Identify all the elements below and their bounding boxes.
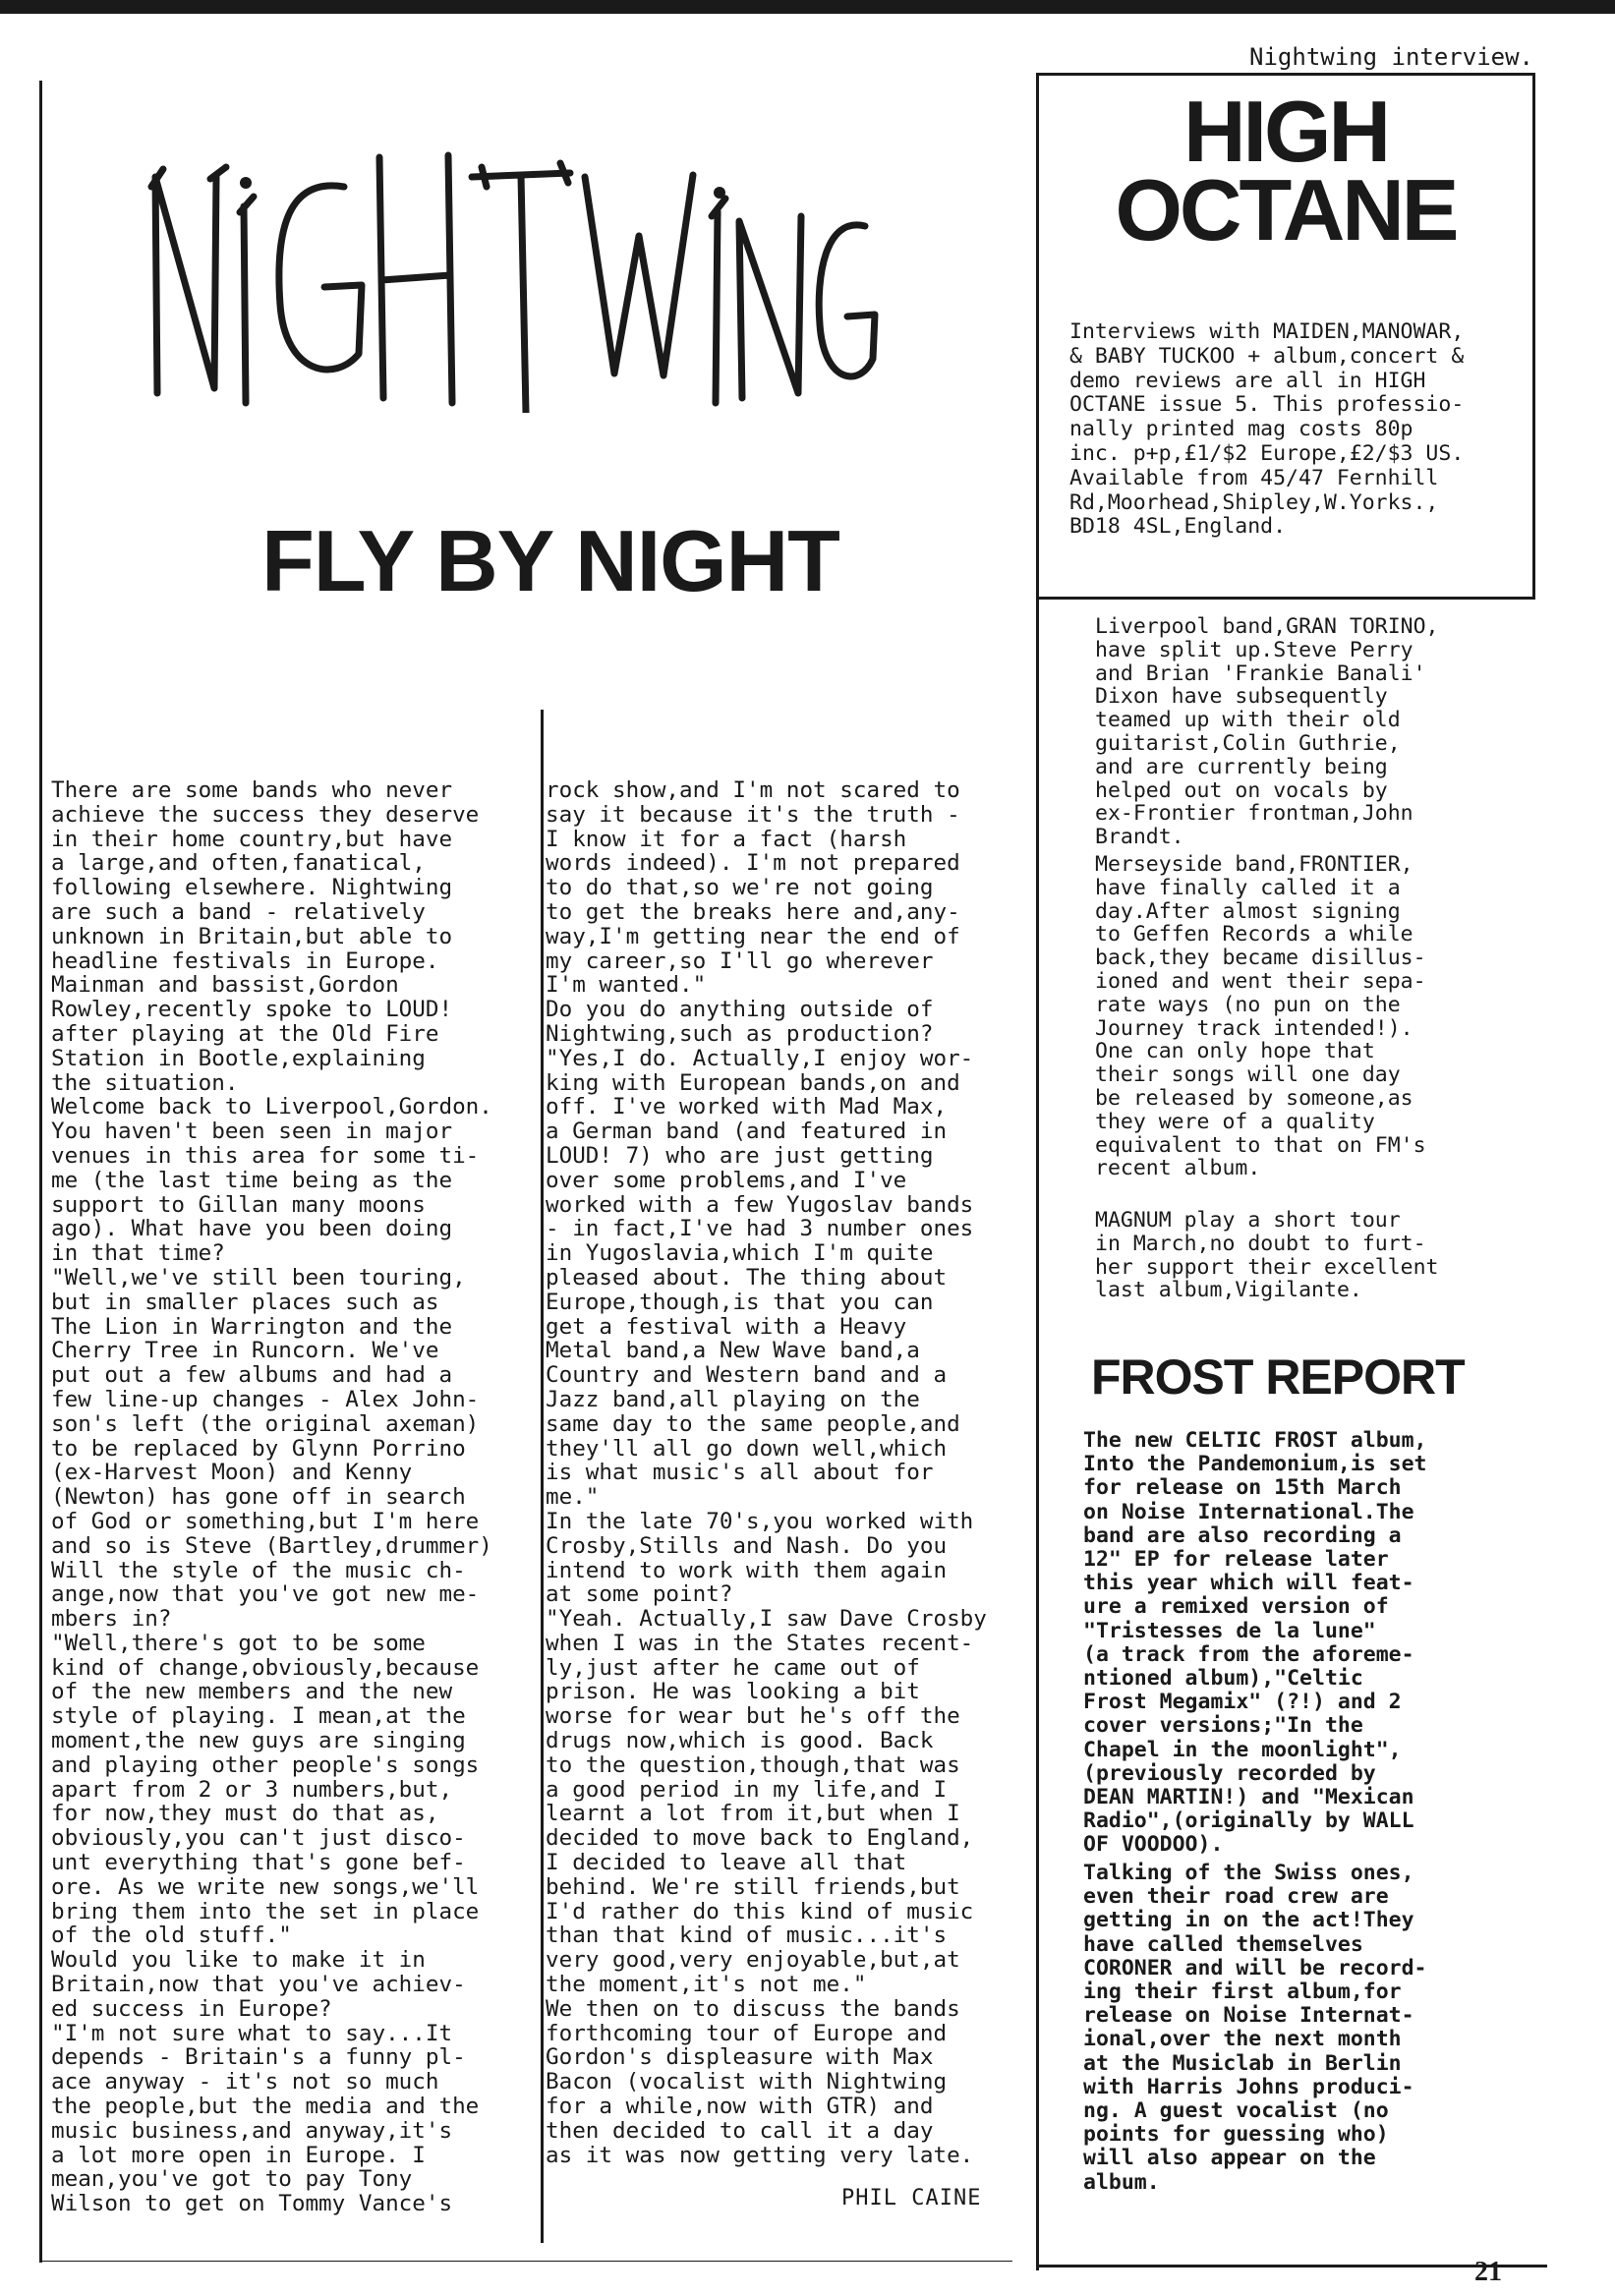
text-line: say it because it's the truth - [546, 801, 960, 828]
column-rule [541, 710, 544, 2243]
text-line: in Yugoslavia,which I'm quite [546, 1240, 934, 1267]
text-line: Do you do anything outside of [546, 997, 934, 1023]
text-line: Chapel in the moonlight", [1083, 1737, 1402, 1762]
text-line: they were of a quality [1095, 1109, 1375, 1134]
text-line: Would you like to make it in [51, 1947, 426, 1974]
text-line: few line-up changes - Alex John- [51, 1386, 480, 1412]
text-line: king with European bands,on and [546, 1069, 960, 1096]
high-octane-ad-text [1069, 320, 1464, 540]
text-line: the situation. [51, 1069, 239, 1096]
footer-rule [39, 2261, 1012, 2262]
top-rule [0, 0, 1615, 14]
text-line: behind. We're still friends,but [546, 1873, 960, 1900]
text-line: after playing at the Old Fire [51, 1020, 439, 1047]
text-line: this year which will feat- [1083, 1571, 1414, 1596]
text-line: Mainman and bassist,Gordon [51, 972, 399, 999]
text-line: guitarist,Colin Guthrie, [1095, 730, 1401, 756]
text-line: (a track from the aforeme- [1083, 1641, 1414, 1667]
text-line: Europe,though,is that you can [546, 1289, 934, 1315]
text-line: release on Noise Internat- [1083, 2003, 1414, 2029]
text-line: ly,just after he came out of [546, 1654, 920, 1681]
text-line: at the Musiclab in Berlin [1083, 2050, 1402, 2076]
text-line: her support their excellent [1095, 1254, 1439, 1280]
text-line: unknown in Britain,but able to [51, 923, 453, 949]
text-line: One can only hope that [1095, 1039, 1375, 1064]
text-line: I'd rather do this kind of music [546, 1898, 974, 1924]
text-line: their songs will one day [1095, 1062, 1401, 1088]
text-line: rock show,and I'm not scared to [546, 777, 960, 803]
text-line: CORONER and will be record- [1083, 1955, 1427, 1980]
text-line: moment,the new guys are singing [51, 1728, 466, 1754]
text-line: helped out on vocals by [1095, 777, 1388, 803]
text-line: get a festival with a Heavy [546, 1313, 907, 1340]
text-line: then decided to call it a day [546, 2117, 934, 2144]
text-line: a good period in my life,and I [546, 1776, 948, 1803]
text-line: to be replaced by Glynn Porrino [51, 1435, 466, 1462]
text-line: Liverpool band,GRAN TORINO, [1095, 614, 1439, 639]
news-item-gran-torino [1095, 615, 1439, 849]
text-line: The new CELTIC FROST album, [1083, 1428, 1427, 1453]
text-line: In the late 70's,you worked with [546, 1508, 974, 1534]
text-line: Into the Pandemonium,is set [1083, 1452, 1427, 1477]
text-line: off. I've worked with Mad Max, [546, 1094, 948, 1120]
text-line: mbers in? [51, 1606, 172, 1633]
text-line: Britain,now that you've achiev- [51, 1972, 466, 1998]
text-line: forthcoming tour of Europe and [546, 2020, 948, 2046]
text-line: Country and Western band and a [546, 1362, 948, 1389]
text-line: Rd,Moorhead,Shipley,W.Yorks., [1069, 489, 1439, 515]
text-line: a German band (and featured in [546, 1119, 948, 1145]
text-line: "Well,we've still been touring, [51, 1264, 466, 1291]
text-line: for release on 15th March [1083, 1475, 1402, 1501]
frost-report-paragraph-1 [1083, 1429, 1427, 1858]
frost-report-title: FROST REPORT [1091, 1349, 1465, 1405]
text-line: to get the breaks here and,any- [546, 898, 960, 925]
text-line: to the question,though,that was [546, 1751, 960, 1778]
text-line: I know it for a fact (harsh [546, 826, 907, 852]
text-line: for now,they must do that as, [51, 1801, 439, 1827]
text-line: ex-Frontier frontman,John [1095, 801, 1413, 827]
text-line: support to Gillan many moons [51, 1191, 426, 1218]
text-line: recent album. [1095, 1156, 1261, 1181]
text-line: Merseyside band,FRONTIER, [1095, 852, 1413, 877]
text-line: the moment,it's not me." [546, 1972, 867, 1998]
text-line: Interviews with MAIDEN,MANOWAR, [1069, 319, 1465, 344]
text-line: Journey track intended!). [1095, 1015, 1413, 1041]
text-line: - in fact,I've had 3 number ones [546, 1216, 974, 1242]
page-number: 21 [1474, 2257, 1502, 2287]
text-line: in March,no doubt to furt- [1095, 1231, 1426, 1256]
text-line: "I'm not sure what to say...It [51, 2020, 453, 2046]
text-line: a lot more open in Europe. I [51, 2142, 426, 2168]
text-line: style of playing. I mean,at the [51, 1703, 466, 1730]
text-line: son's left (the original axeman) [51, 1410, 480, 1437]
text-line: following elsewhere. Nightwing [51, 875, 453, 901]
article-column-1 [51, 778, 492, 2216]
left-margin-rule [39, 81, 42, 2263]
text-line: Gordon's displeasure with Max [546, 2044, 934, 2071]
text-line: Radio",(originally by WALL [1083, 1808, 1414, 1834]
text-line: Crosby,Stills and Nash. Do you [546, 1532, 948, 1559]
high-octane-ad-title [1036, 83, 1535, 258]
text-line: Wilson to get on Tommy Vance's [51, 2191, 453, 2217]
frost-report-paragraph-2 [1083, 1862, 1427, 2195]
text-line: worse for wear but he's off the [546, 1703, 960, 1730]
text-line: me." [546, 1484, 600, 1511]
text-line: equivalent to that on FM's [1095, 1132, 1426, 1158]
text-line: at some point? [546, 1581, 733, 1608]
text-line: learnt a lot from it,but when I [546, 1801, 960, 1827]
feature-title: FLY BY NIGHT [261, 512, 839, 609]
text-line: Dixon have subsequently [1095, 684, 1388, 710]
text-line: in that time? [51, 1240, 225, 1267]
text-line: they'll all go down well,which [546, 1435, 948, 1462]
text-line: Jazz band,all playing on the [546, 1386, 920, 1412]
text-line: ntioned album),"Celtic [1083, 1666, 1363, 1692]
text-line: Welcome back to Liverpool,Gordon. [51, 1094, 492, 1120]
text-line: to do that,so we're not going [546, 875, 934, 901]
text-line: ace anyway - it's not so much [51, 2069, 439, 2095]
text-line: last album,Vigilante. [1095, 1278, 1362, 1303]
text-line: in their home country,but have [51, 826, 453, 852]
text-line: over some problems,and I've [546, 1167, 907, 1193]
sidebar-rule [1036, 600, 1039, 2270]
text-line: have called themselves [1083, 1931, 1363, 1957]
text-line: even their road crew are [1083, 1884, 1389, 1910]
text-line: will also appear on the [1083, 2146, 1376, 2171]
text-line: of the old stuff." [51, 1923, 292, 1949]
text-line: with Harris Johns produci- [1083, 2074, 1414, 2099]
text-line: nally printed mag costs 80p [1069, 417, 1413, 442]
text-line: BD18 4SL,England. [1069, 514, 1287, 540]
text-line: is what music's all about for [546, 1460, 934, 1486]
text-line: Bacon (vocalist with Nightwing [546, 2069, 948, 2095]
text-line: headline festivals in Europe. [51, 947, 439, 974]
text-line: demo reviews are all in HIGH [1069, 368, 1426, 393]
text-line: "Tristesses de la lune" [1083, 1618, 1376, 1643]
text-line: Brandt. [1095, 825, 1184, 850]
text-line: achieve the success they deserve [51, 801, 480, 828]
text-line: ed success in Europe? [51, 1995, 332, 2022]
ad-title-line-2: OCTANE [1115, 161, 1457, 258]
text-line: and playing other people's songs [51, 1751, 480, 1778]
text-line: than that kind of music...it's [546, 1923, 948, 1949]
text-line: pleased about. The thing about [546, 1264, 948, 1291]
text-line: intend to work with them again [546, 1557, 948, 1583]
text-line: ioned and went their sepa- [1095, 968, 1426, 994]
text-line: 12" EP for release later [1083, 1547, 1389, 1573]
text-line: ure a remixed version of [1083, 1594, 1389, 1620]
text-line: band are also recording a [1083, 1522, 1402, 1548]
text-line: Station in Bootle,explaining [51, 1045, 426, 1071]
text-line: We then on to discuss the bands [546, 1995, 960, 2022]
text-line: Metal band,a New Wave band,a [546, 1338, 920, 1364]
text-line: be released by someone,as [1095, 1085, 1413, 1111]
text-line: back,they became disillus- [1095, 946, 1426, 971]
text-line: me (the last time being as the [51, 1167, 453, 1193]
text-line: (ex-Harvest Moon) and Kenny [51, 1460, 413, 1486]
text-line: I decided to leave all that [546, 1850, 907, 1876]
text-line: getting in on the act!They [1083, 1908, 1414, 1933]
text-line: same day to the same people,and [546, 1410, 960, 1437]
ad-title-line-1: HIGH [1183, 83, 1388, 180]
text-line: There are some bands who never [51, 777, 453, 803]
text-line: have finally called it a [1095, 875, 1401, 900]
text-line: ange,now that you've got new me- [51, 1581, 480, 1608]
text-line: points for guessing who) [1083, 2122, 1389, 2148]
text-line: my career,so I'll go wherever [546, 947, 934, 974]
text-line: mean,you've got to pay Tony [51, 2166, 413, 2193]
text-line: Cherry Tree in Runcorn. We've [51, 1338, 439, 1364]
text-line: ional,over the next month [1083, 2027, 1402, 2052]
text-line: OF VOODOO). [1083, 1832, 1224, 1858]
text-line: LOUD! 7) who are just getting [546, 1142, 934, 1169]
text-line: to Geffen Records a while [1095, 922, 1413, 947]
text-line: but in smaller places such as [51, 1289, 439, 1315]
text-line: "Yeah. Actually,I saw Dave Crosby [546, 1606, 987, 1633]
text-line: OCTANE issue 5. This professio- [1069, 392, 1465, 418]
text-line: DEAN MARTIN!) and "Mexican [1083, 1785, 1414, 1810]
nightwing-logo [138, 118, 885, 413]
text-line: a large,and often,fanatical, [51, 850, 426, 877]
text-line: and so is Steve (Bartley,drummer) [51, 1532, 492, 1559]
text-line: kind of change,obviously,because [51, 1654, 480, 1681]
text-line: depends - Britain's a funny pl- [51, 2044, 466, 2071]
text-line: as it was now getting very late. [546, 2142, 974, 2168]
text-line: venues in this area for some ti- [51, 1142, 480, 1169]
text-line: MAGNUM play a short tour [1095, 1208, 1401, 1233]
text-line: day.After almost signing [1095, 898, 1401, 924]
text-line: "Well,there's got to be some [51, 1630, 426, 1656]
news-item-frontier [1095, 853, 1426, 1180]
text-line: words indeed). I'm not prepared [546, 850, 960, 877]
text-line: ing their first album,for [1083, 1980, 1402, 2005]
text-line: are such a band - relatively [51, 898, 426, 925]
text-line: of the new members and the new [51, 1679, 453, 1705]
text-line: inc. p+p,£1/$2 Europe,£2/$3 US. [1069, 440, 1465, 466]
text-line: album. [1083, 2169, 1160, 2195]
text-line: apart from 2 or 3 numbers,but, [51, 1776, 453, 1803]
sidebar-bottom-rule [1036, 2265, 1547, 2267]
text-line: decided to move back to England, [546, 1825, 974, 1852]
text-line: I'm wanted." [546, 972, 707, 999]
text-line: ore. As we write new songs,we'll [51, 1873, 480, 1900]
text-line: for a while,now with GTR) and [546, 2094, 934, 2120]
text-line: of God or something,but I'm here [51, 1508, 480, 1534]
byline: PHIL CAINE [841, 2186, 982, 2210]
text-line: You haven't been seen in major [51, 1119, 453, 1145]
text-line: obviously,you can't just disco- [51, 1825, 466, 1852]
text-line: when I was in the States recent- [546, 1630, 974, 1656]
text-line: way,I'm getting near the end of [546, 923, 960, 949]
text-line: music business,and anyway,it's [51, 2117, 453, 2144]
text-line: and Brian 'Frankie Banali' [1095, 660, 1426, 686]
text-line: Will the style of the music ch- [51, 1557, 466, 1583]
text-line: prison. He was looking a bit [546, 1679, 920, 1705]
text-line: very good,very enjoyable,but,at [546, 1947, 960, 1974]
text-line: on Noise International.The [1083, 1499, 1414, 1524]
text-line: have split up.Steve Perry [1095, 637, 1413, 662]
text-line: unt everything that's gone bef- [51, 1850, 466, 1876]
text-line: cover versions;"In the [1083, 1713, 1363, 1739]
text-line: the people,but the media and the [51, 2094, 480, 2120]
text-line: bring them into the set in place [51, 1898, 480, 1924]
text-line: The Lion in Warrington and the [51, 1313, 453, 1340]
text-line: put out a few albums and had a [51, 1362, 453, 1389]
text-line: Rowley,recently spoke to LOUD! [51, 997, 453, 1023]
text-line: teamed up with their old [1095, 708, 1401, 733]
text-line: (Newton) has gone off in search [51, 1484, 466, 1511]
running-head: Nightwing interview. [1209, 43, 1533, 75]
article-column-2 [546, 778, 987, 2167]
text-line: Nightwing,such as production? [546, 1020, 934, 1047]
text-line: (previously recorded by [1083, 1760, 1376, 1786]
text-line: "Yes,I do. Actually,I enjoy wor- [546, 1045, 974, 1071]
text-line: ago). What have you been doing [51, 1216, 453, 1242]
text-line: and are currently being [1095, 754, 1388, 779]
text-line: Talking of the Swiss ones, [1083, 1861, 1414, 1885]
text-line: Frost Megamix" (?!) and 2 [1083, 1690, 1402, 1715]
text-line: ng. A guest vocalist (no [1083, 2098, 1389, 2124]
text-line: rate ways (no pun on the [1095, 992, 1401, 1017]
news-item-magnum [1095, 1209, 1439, 1302]
text-line: worked with a few Yugoslav bands [546, 1191, 974, 1218]
text-line: Available from 45/47 Fernhill [1069, 465, 1439, 490]
text-line: drugs now,which is good. Back [546, 1728, 934, 1754]
text-line: & BABY TUCKOO + album,concert & [1069, 343, 1465, 369]
